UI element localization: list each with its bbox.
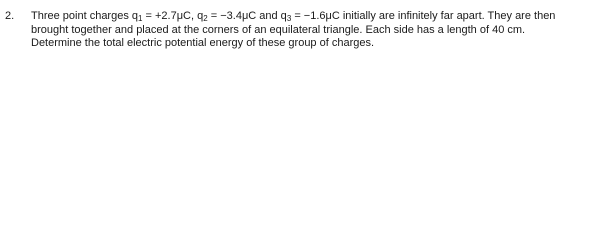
problem-line-1	[31, 10, 614, 24]
q2-subscript: 2	[203, 14, 208, 23]
line1-text-c: = −3.4μC and q	[207, 10, 287, 22]
problem-line-3: Determine the total electric potential energy of these group of charges.	[31, 37, 375, 49]
line1-text-b: = +2.7μC, q	[142, 10, 204, 22]
problem-2	[2, 10, 614, 51]
line1-text-d: = −1.6μC initially are infinitely far apart. They are then	[291, 10, 556, 22]
problem-line-2: brought together and placed at the corners of an equilateral triangle. Each side has a length of 40 cm.	[31, 23, 526, 36]
problem-number: 2.	[5, 10, 15, 22]
problem-text	[19, 10, 614, 51]
q3-subscript: 3	[286, 14, 292, 23]
line1-text-a: Three point charges q	[31, 10, 139, 22]
q1-subscript: 1	[138, 14, 143, 23]
